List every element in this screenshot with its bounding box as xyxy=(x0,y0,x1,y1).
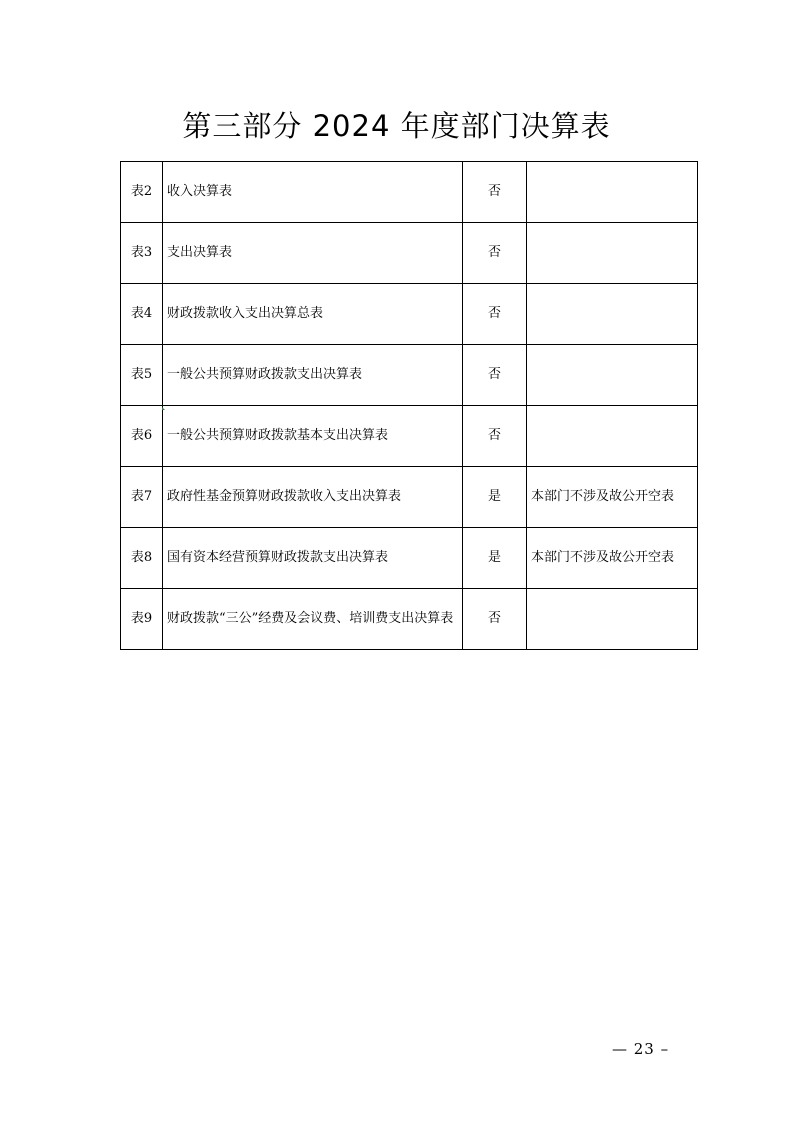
table-row xyxy=(121,528,698,589)
note xyxy=(527,589,698,650)
table-name: 政府性基金预算财政拨款收入支出决算表 xyxy=(163,467,463,528)
empty-table-flag: 否 xyxy=(463,223,527,284)
table-row xyxy=(121,284,698,345)
table-number: 表8 xyxy=(121,528,163,589)
table-number: 表7 xyxy=(121,467,163,528)
cell-comment-marker xyxy=(162,407,165,410)
empty-table-flag: 否 xyxy=(463,589,527,650)
table-number: 表5 xyxy=(121,345,163,406)
empty-table-flag: 否 xyxy=(463,284,527,345)
table-name: 财政拨款“三公”经费及会议费、培训费支出决算表 xyxy=(163,589,463,650)
empty-table-flag: 是 xyxy=(463,467,527,528)
empty-table-flag: 是 xyxy=(463,528,527,589)
table-number: 表2 xyxy=(121,162,163,223)
table-row xyxy=(121,406,698,467)
table-number: 表9 xyxy=(121,589,163,650)
empty-table-flag: 否 xyxy=(463,162,527,223)
table-number: 表6 xyxy=(121,406,163,467)
table-row xyxy=(121,223,698,284)
table-number: 表4 xyxy=(121,284,163,345)
report-table xyxy=(120,161,698,650)
empty-table-flag: 否 xyxy=(463,345,527,406)
table-row xyxy=(121,467,698,528)
table-name: 一般公共预算财政拨款基本支出决算表 xyxy=(163,406,463,467)
page-number: — 23 – xyxy=(612,1040,670,1058)
page-title: 第三部分 2024 年度部门决算表 xyxy=(182,109,611,143)
note xyxy=(527,223,698,284)
note xyxy=(527,345,698,406)
note xyxy=(527,406,698,467)
table-name: 一般公共预算财政拨款支出决算表 xyxy=(163,345,463,406)
table-row xyxy=(121,589,698,650)
table-row xyxy=(121,162,698,223)
note: 本部门不涉及故公开空表 xyxy=(527,467,698,528)
table-name: 支出决算表 xyxy=(163,223,463,284)
table-name: 国有资本经营预算财政拨款支出决算表 xyxy=(163,528,463,589)
table-name: 财政拨款收入支出决算总表 xyxy=(163,284,463,345)
empty-table-flag: 否 xyxy=(463,406,527,467)
table-row xyxy=(121,345,698,406)
note xyxy=(527,162,698,223)
table-name: 收入决算表 xyxy=(163,162,463,223)
note: 本部门不涉及故公开空表 xyxy=(527,528,698,589)
table-number: 表3 xyxy=(121,223,163,284)
note xyxy=(527,284,698,345)
